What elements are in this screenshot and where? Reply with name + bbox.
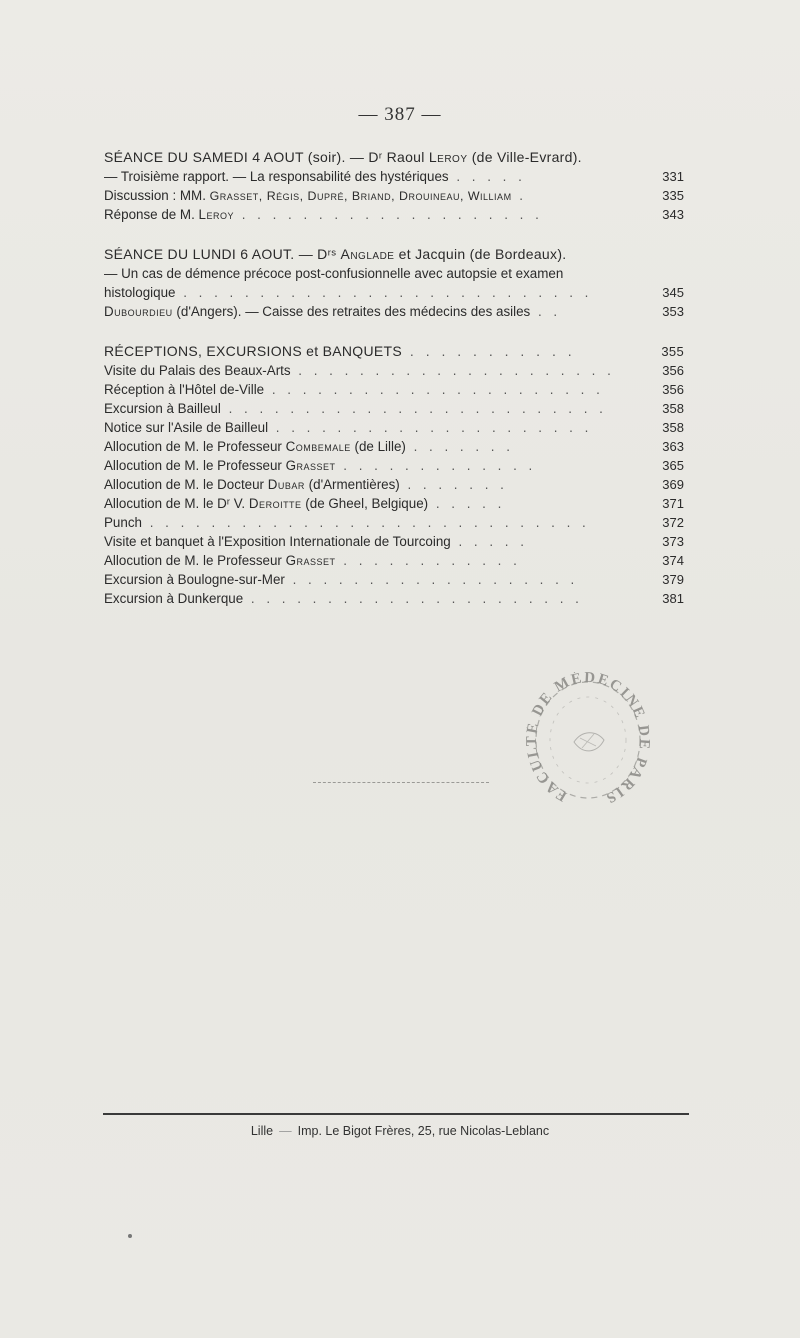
toc-text: Allocution de M. le Professeur — [104, 439, 286, 454]
toc-entry — [104, 361, 684, 380]
printer-separator: — — [279, 1124, 292, 1138]
page-ref: 356 — [662, 382, 684, 397]
toc-entry — [104, 456, 684, 475]
dot-leader: . . . . . — [428, 496, 506, 511]
toc-author: Grasset — [285, 553, 336, 568]
page-ref: 381 — [662, 591, 684, 606]
toc-entry — [104, 167, 684, 186]
toc-text-after: (de Gheel, Belgique) — [301, 496, 429, 511]
page-ref: 374 — [662, 553, 684, 568]
toc-section-receptions — [104, 342, 684, 608]
toc-author: Leroy — [428, 149, 468, 165]
toc-entry — [104, 264, 684, 283]
page-ref: 331 — [662, 169, 684, 184]
page-ref: 365 — [662, 458, 684, 473]
toc-text-after: (de Lille) — [350, 439, 406, 454]
page-ref: 345 — [662, 285, 684, 300]
page-ref: 379 — [662, 572, 684, 587]
toc-section-seance-lundi — [104, 245, 684, 321]
toc-text-after: (de Ville-Evrard). — [467, 149, 582, 165]
dot-leader: . . . . . — [450, 534, 528, 549]
toc-entry — [104, 551, 684, 570]
dot-leader: . . . . . . . . . . . . . . . . . . . . . . . . . — [220, 401, 607, 416]
page-ref: 358 — [662, 420, 684, 435]
toc-text: Excursion à Boulogne-sur-Mer — [104, 572, 285, 587]
dot-leader: . . . . . . . . . . . . . . . . . . . . . . . . . . . — [175, 285, 593, 300]
page-ref: 363 — [662, 439, 684, 454]
toc-text: Discussion : MM. — [104, 188, 210, 203]
toc-text: Notice sur l'Asile de Bailleul — [104, 420, 269, 435]
toc-entry — [104, 418, 684, 437]
toc-text: Excursion à Bailleul — [104, 401, 221, 416]
toc-entry — [104, 302, 684, 321]
page-ref: 371 — [662, 496, 684, 511]
toc-author: Anglade — [340, 246, 395, 262]
toc-text: SÉANCE DU SAMEDI 4 AOUT (soir). — Dʳ Raoul — [104, 149, 429, 165]
page-ref: 343 — [662, 207, 684, 222]
printer-city: Lille — [250, 1124, 274, 1138]
toc-section-seance-samedi — [104, 148, 684, 224]
dot-leader: . . . . . . . . . . . . . . . . . . . . — [234, 207, 543, 222]
toc-text: Allocution de M. le Professeur — [104, 458, 286, 473]
dot-leader: . . . . . . . — [399, 477, 508, 492]
page-ref: 369 — [662, 477, 684, 492]
toc-text-after: (d'Armentières) — [304, 477, 400, 492]
page-ref: 356 — [662, 363, 684, 378]
toc-heading — [104, 148, 684, 167]
dot-leader: . . . . . . . . . . . — [402, 343, 576, 359]
page-number: — 387 — — [358, 104, 442, 125]
dot-leader: . . — [530, 304, 562, 319]
toc-author: Leroy — [198, 207, 234, 222]
toc-text: — Un cas de démence précoce post-confusionnelle avec autopsie et examen — [104, 266, 564, 281]
printer-imprint — [0, 1124, 800, 1138]
library-stamp-icon — [526, 672, 650, 808]
paper-speck — [128, 1234, 132, 1238]
toc-author: Deroitte — [248, 496, 302, 511]
footer-rule — [103, 1113, 689, 1115]
page-ref: 372 — [662, 515, 684, 530]
toc-text: Allocution de M. le Professeur — [104, 553, 286, 568]
toc-text: Visite et banquet à l'Exposition Internationale de Tourcoing — [104, 534, 451, 549]
toc-text-after: et Jacquin (de Bordeaux). — [394, 246, 567, 262]
page-ref: 373 — [662, 534, 684, 549]
dot-leader: . . . . . . . . . . . . . . . . . . . . . . — [264, 382, 604, 397]
toc-entry — [104, 380, 684, 399]
toc-heading — [104, 342, 684, 361]
toc-text: Excursion à Dunkerque — [104, 591, 244, 606]
dot-leader: . . . . . . . . . . . . . . . . . . . . . . . . . . . . . — [141, 515, 590, 530]
toc-author: Combemale — [285, 439, 351, 454]
toc-entry — [104, 589, 684, 608]
svg-text:FACULTÉ DE MÉDECINE DE PARIS: FACUL É DE MÉDECINE PARIS — [526, 672, 650, 807]
dot-leader: . . . . . . . . . . . . . . . . . . . . . — [268, 420, 593, 435]
toc-text: — Troisième rapport. — La responsabilité des hystériques — [104, 169, 449, 184]
toc-author: Dubourdieu — [104, 304, 173, 319]
toc-entry — [104, 475, 684, 494]
toc-author: Grasset — [285, 458, 336, 473]
toc-entry — [104, 437, 684, 456]
toc-entry — [104, 532, 684, 551]
toc-entry — [104, 513, 684, 532]
table-of-contents — [104, 148, 684, 608]
dot-leader: . . . . . . . . . . . . . — [335, 458, 537, 473]
toc-entry — [104, 399, 684, 418]
toc-text: SÉANCE DU LUNDI 6 AOUT. — Dʳˢ — [104, 246, 341, 262]
page-ref: 335 — [662, 188, 684, 203]
toc-text: Punch — [104, 515, 142, 530]
toc-text-after: (d'Angers). — Caisse des retraites des médecins des asiles — [172, 304, 531, 319]
toc-author: Dubar — [267, 477, 305, 492]
toc-text: Allocution de M. le Docteur — [104, 477, 268, 492]
divider-short — [313, 782, 489, 783]
dot-leader: . . . . . . . . . . . . . . . . . . . . . . — [243, 591, 583, 606]
toc-text: RÉCEPTIONS, EXCURSIONS et BANQUETS — [104, 343, 403, 359]
toc-entry — [104, 186, 684, 205]
page-ref: 358 — [662, 401, 684, 416]
toc-heading — [104, 245, 684, 264]
toc-text: Réception à l'Hôtel de-Ville — [104, 382, 265, 397]
page-ref: 355 — [661, 344, 684, 359]
dot-leader: . . . . . . . . . . . . — [335, 553, 521, 568]
toc-entry — [104, 494, 684, 513]
toc-text: Réponse de M. — [104, 207, 199, 222]
toc-entry — [104, 570, 684, 589]
dot-leader: . . . . . . . — [405, 439, 514, 454]
toc-text: Allocution de M. le Dʳ V. — [104, 496, 249, 511]
page-ref: 353 — [662, 304, 684, 319]
toc-author: Grasset, Régis, Dupré, Briand, Drouineau, William — [209, 189, 512, 203]
toc-text: histologique — [104, 285, 176, 300]
toc-entry — [104, 283, 684, 302]
dot-leader: . — [511, 188, 528, 203]
toc-text: Visite du Palais des Beaux-Arts — [104, 363, 291, 378]
dot-leader: . . . . . . . . . . . . . . . . . . . — [284, 572, 579, 587]
dot-leader: . . . . . — [448, 169, 526, 184]
toc-entry — [104, 205, 684, 224]
dot-leader: . . . . . . . . . . . . . . . . . . . . . — [290, 363, 615, 378]
printer-name: Imp. Le Bigot Frères, 25, rue Nicolas-Leblanc — [297, 1124, 550, 1138]
